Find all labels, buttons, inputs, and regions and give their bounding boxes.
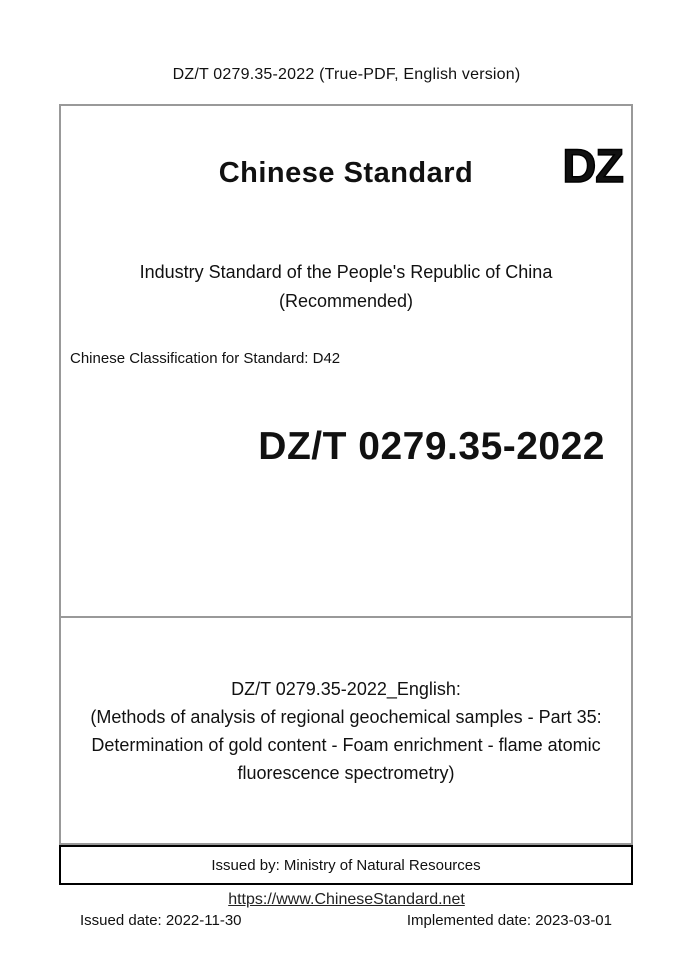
brand-title: Chinese Standard — [218, 157, 474, 189]
subtitle-block — [61, 258, 631, 316]
footer-link-wrap — [0, 891, 693, 909]
standard-number: DZ/T 0279.35-2022 — [258, 425, 605, 468]
classification-line: Chinese Classification for Standard: D42 — [70, 350, 341, 367]
industry-standard-line: Industry Standard of the People's Republic of China — [139, 262, 553, 282]
issuer-box — [59, 845, 633, 885]
english-title-text: (Methods of analysis of regional geochemical samples - Part 35: Determination of gold content - Foam enrichment - flame atomic fluorescence spectrometry) — [90, 707, 602, 783]
issued-by-text: Issued by: Ministry of Natural Resources — [211, 856, 481, 874]
english-title-block — [61, 675, 631, 787]
page-header-text: DZ/T 0279.35-2022 (True-PDF, English version) — [172, 66, 521, 83]
dates-row — [61, 912, 631, 929]
issued-date: Issued date: 2022-11-30 — [80, 912, 242, 929]
english-title-label: DZ/T 0279.35-2022_English: — [231, 679, 461, 699]
dz-logo: DZ — [562, 139, 623, 192]
cover-upper-section — [61, 139, 631, 618]
implemented-date: Implemented date: 2023-03-01 — [406, 912, 612, 929]
brand-row — [61, 139, 631, 198]
recommended-line: (Recommended) — [278, 291, 414, 311]
footer-link[interactable]: https://www.ChineseStandard.net — [228, 891, 465, 908]
